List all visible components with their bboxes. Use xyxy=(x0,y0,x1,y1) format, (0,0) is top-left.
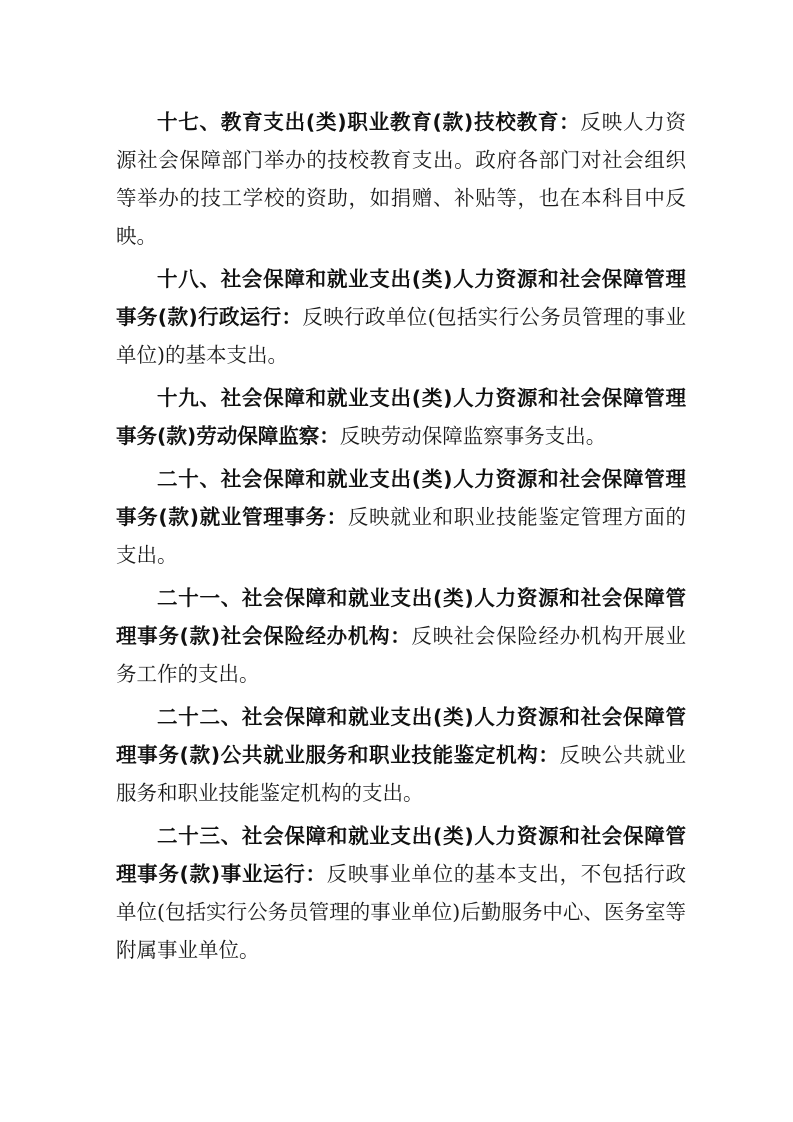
paragraph-heading: 二十、社会保障和就业支出(类)人力资源和社会保障管理事务(款)就业管理事务： xyxy=(116,467,686,529)
paragraph-heading: 十八、社会保障和就业支出(类)人力资源和社会保障管理事务(款)行政运行： xyxy=(116,267,686,329)
paragraph-text: 反映事业单位的基本支出，不包括行政单位(包括实行公务员管理的事业单位)后勤服务中心、医务室等附属事业单位。 xyxy=(116,862,687,962)
paragraph-heading: 二十一、社会保障和就业支出(类)人力资源和社会保障管理事务(款)社会保险经办机构： xyxy=(116,586,686,648)
paragraph-22 xyxy=(116,698,686,812)
paragraph-text: 反映社会保险经办机构开展业务工作的支出。 xyxy=(116,624,687,686)
paragraph-text: 反映公共就业服务和职业技能鉴定机构的支出。 xyxy=(116,743,686,805)
paragraph-text: 反映行政单位(包括实行公务员管理的事业单位)的基本支出。 xyxy=(116,305,686,367)
paragraph-18 xyxy=(116,260,686,374)
paragraph-heading: 十七、教育支出(类)职业教育(款)技校教育： xyxy=(157,110,581,134)
paragraph-text: 反映就业和职业技能鉴定管理方面的支出。 xyxy=(116,505,686,567)
paragraph-heading: 二十三、社会保障和就业支出(类)人力资源和社会保障管理事务(款)事业运行： xyxy=(116,824,686,886)
paragraph-heading: 十九、社会保障和就业支出(类)人力资源和社会保障管理事务(款)劳动保障监察： xyxy=(116,386,686,448)
paragraph-text: 反映劳动保障监察事务支出。 xyxy=(339,424,607,448)
paragraph-17 xyxy=(116,103,686,255)
paragraph-text: 反映人力资源社会保障部门举办的技校教育支出。政府各部门对社会组织等举办的技工学校的资助，如捐赠、补贴等，也在本科目中反映。 xyxy=(116,110,687,248)
document-body xyxy=(116,103,686,974)
paragraph-heading: 二十二、社会保障和就业支出(类)人力资源和社会保障管理事务(款)公共就业服务和职业技能鉴定机构： xyxy=(116,705,686,767)
paragraph-23 xyxy=(116,817,686,969)
paragraph-19 xyxy=(116,379,686,455)
paragraph-20 xyxy=(116,460,686,574)
paragraph-21 xyxy=(116,579,686,693)
